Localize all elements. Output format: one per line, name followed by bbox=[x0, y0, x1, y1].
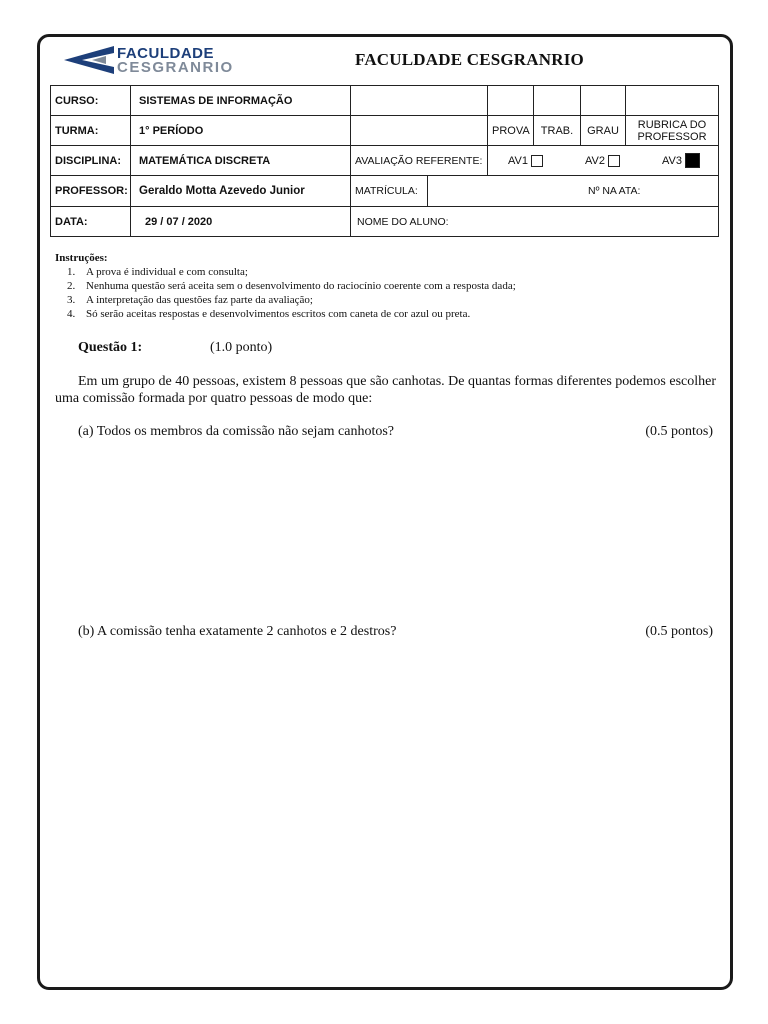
avaliacao-label: AVALIAÇÃO REFERENTE: bbox=[351, 146, 488, 176]
empty-cell bbox=[351, 86, 488, 116]
logo-text-faculdade: FACULDADE bbox=[117, 45, 214, 62]
av2-label: AV2 bbox=[585, 154, 605, 167]
curso-label: CURSO: bbox=[51, 86, 131, 116]
data-value: 29 / 07 / 2020 bbox=[131, 207, 351, 237]
question-points: (1.0 ponto) bbox=[210, 340, 273, 355]
av1-option[interactable] bbox=[508, 155, 543, 167]
av2-option[interactable] bbox=[585, 155, 620, 167]
av3-checkbox-checked[interactable] bbox=[685, 153, 700, 168]
instruction-item: 4. Só serão aceitas respostas e desenvolvimentos escritos com caneta de cor azul ou preta. bbox=[78, 307, 516, 321]
av1-checkbox[interactable] bbox=[531, 155, 543, 167]
matricula-ata-cell bbox=[351, 176, 719, 207]
data-label: DATA: bbox=[51, 207, 131, 237]
question-item-a: (a) Todos os membros da comissão não sejam canhotos? bbox=[78, 424, 395, 439]
faculdade-logo bbox=[62, 44, 234, 76]
grau-grade-cell[interactable] bbox=[581, 86, 626, 116]
matricula-label: MATRÍCULA: bbox=[351, 176, 428, 206]
row-data bbox=[51, 207, 719, 237]
logo-arrow-icon bbox=[62, 44, 118, 76]
prova-grade-cell[interactable] bbox=[488, 86, 534, 116]
instruction-item: 1. A prova é individual e com consulta; bbox=[78, 265, 516, 279]
matricula-input[interactable] bbox=[428, 176, 588, 206]
school-title: FACULDADE CESGRANRIO bbox=[355, 50, 584, 69]
question-item-b: (b) A comissão tenha exatamente 2 canhotos e 2 destros? bbox=[78, 624, 397, 639]
instructions-list bbox=[78, 265, 516, 321]
av3-label: AV3 bbox=[662, 154, 682, 167]
av1-label: AV1 bbox=[508, 154, 528, 167]
question-title bbox=[78, 340, 142, 356]
av3-option[interactable] bbox=[662, 153, 700, 168]
aluno-label: NOME DO ALUNO: bbox=[357, 215, 449, 228]
empty-cell bbox=[351, 116, 488, 146]
disciplina-label: DISCIPLINA: bbox=[51, 146, 131, 176]
disciplina-value: MATEMÁTICA DISCRETA bbox=[131, 146, 351, 176]
turma-value: 1° PERÍODO bbox=[131, 116, 351, 146]
prova-label: PROVA bbox=[488, 116, 534, 146]
question-item-b-points: (0.5 pontos) bbox=[645, 624, 713, 639]
logo-text-cesgranrio: CESGRANRIO bbox=[117, 59, 234, 76]
question-title-text: Questão 1: bbox=[78, 340, 143, 355]
question-text: Em um grupo de 40 pessoas, existem 8 pessoas que são canhotas. De quantas formas diferentes podemos escolher uma comissão formada por quatro pessoas de modo que: bbox=[55, 374, 717, 406]
header-form-table bbox=[50, 85, 719, 237]
turma-label: TURMA: bbox=[51, 116, 131, 146]
avaliacao-options bbox=[488, 146, 719, 176]
curso-value: SISTEMAS DE INFORMAÇÃO bbox=[131, 86, 351, 116]
grau-label: GRAU bbox=[581, 116, 626, 146]
trab-label: TRAB. bbox=[534, 116, 581, 146]
av2-checkbox[interactable] bbox=[608, 155, 620, 167]
row-curso bbox=[51, 86, 719, 116]
row-disciplina bbox=[51, 146, 719, 176]
professor-value: Geraldo Motta Azevedo Junior bbox=[131, 176, 351, 207]
rubrica-label: RUBRICA DO PROFESSOR bbox=[626, 116, 719, 146]
instruction-item: 2. Nenhuma questão será aceita sem o desenvolvimento do raciocínio coerente com a resposta dada; bbox=[78, 279, 516, 293]
row-turma bbox=[51, 116, 719, 146]
instructions-title: Instruções: bbox=[55, 252, 108, 264]
instruction-item: 3. A interpretação das questões faz parte da avaliação; bbox=[78, 293, 516, 307]
rubrica-cell[interactable] bbox=[626, 86, 719, 116]
trab-grade-cell[interactable] bbox=[534, 86, 581, 116]
ata-label: Nº NA ATA: bbox=[588, 185, 641, 197]
question-item-a-points: (0.5 pontos) bbox=[645, 424, 713, 439]
row-professor bbox=[51, 176, 719, 207]
aluno-name-field[interactable] bbox=[351, 207, 719, 237]
professor-label: PROFESSOR: bbox=[51, 176, 131, 207]
instructions bbox=[55, 251, 516, 321]
